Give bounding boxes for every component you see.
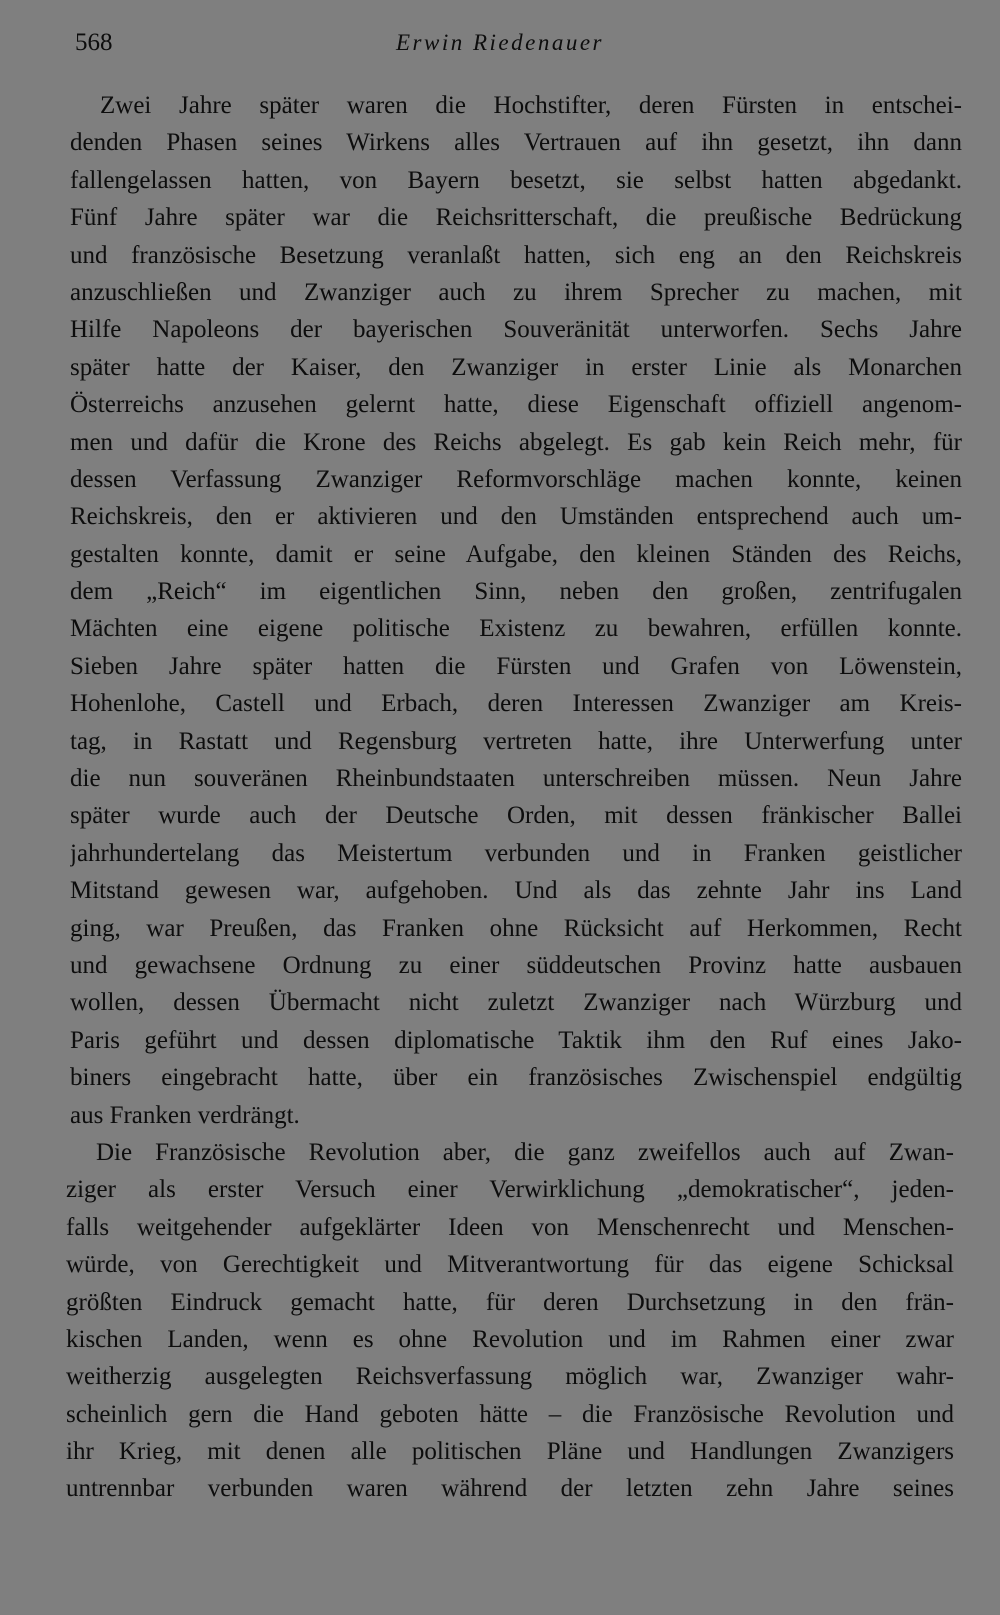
text-line: anzuschließen und Zwanziger auch zu ihrem Sprecher zu machen, mit — [70, 278, 962, 306]
text-line: dem „Reich“ im eigentlichen Sinn, neben den großen, zentrifugalen — [70, 578, 962, 606]
text-line: scheinlich gern die Hand geboten hätte – die Französische Revolution und — [66, 1400, 954, 1428]
text-line: tag, in Rastatt und Regensburg vertreten hatte, ihre Unterwerfung unter — [70, 727, 962, 755]
paragraph — [66, 1134, 954, 1508]
text-line: und gewachsene Ordnung zu einer süddeutschen Provinz hatte ausbauen — [70, 951, 962, 979]
text-line: denden Phasen seines Wirkens alles Vertrauen auf ihn gesetzt, ihn dann — [70, 129, 962, 157]
text-line: wollen, dessen Übermacht nicht zuletzt Zwanziger nach Würzburg und — [70, 989, 962, 1017]
text-line: ihr Krieg, mit denen alle politischen Pläne und Handlungen Zwanzigers — [66, 1438, 954, 1466]
text-line: jahrhundertelang das Meistertum verbunden und in Franken geistlicher — [70, 839, 962, 867]
text-line: würde, von Gerechtigkeit und Mitverantwortung für das eigene Schicksal — [66, 1251, 954, 1279]
text-line: Hohenlohe, Castell und Erbach, deren Interessen Zwanziger am Kreis- — [70, 690, 962, 718]
text-line: men und dafür die Krone des Reichs abgelegt. Es gab kein Reich mehr, für — [70, 428, 962, 456]
text-line: aus Franken verdrängt. — [70, 1101, 300, 1129]
text-line: später wurde auch der Deutsche Orden, mit dessen fränkischer Ballei — [70, 802, 962, 830]
text-line: weitherzig ausgelegten Reichsverfassung möglich war, Zwanziger wahr- — [66, 1363, 954, 1391]
text-line: Mächten eine eigene politische Existenz zu bewahren, erfüllen konnte. — [70, 615, 962, 643]
text-line: fallengelassen hatten, von Bayern besetzt, sie selbst hatten abgedankt. — [70, 166, 962, 194]
text-line: falls weitgehender aufgeklärter Ideen von Menschenrecht und Menschen- — [66, 1213, 954, 1241]
text-line: biners eingebracht hatte, über ein französisches Zwischenspiel endgültig — [70, 1064, 962, 1092]
text-line: größten Eindruck gemacht hatte, für deren Durchsetzung in den frän- — [66, 1288, 954, 1316]
text-line: Mitstand gewesen war, aufgehoben. Und als das zehnte Jahr ins Land — [70, 877, 962, 905]
text-line: die nun souveränen Rheinbundstaaten unterschreiben müssen. Neun Jahre — [70, 765, 962, 793]
text-line: Österreichs anzusehen gelernt hatte, diese Eigenschaft offiziell angenom- — [70, 391, 962, 419]
text-line: später hatte der Kaiser, den Zwanziger in erster Linie als Monarchen — [70, 353, 962, 381]
text-line: dessen Verfassung Zwanziger Reformvorschläge machen konnte, keinen — [70, 465, 962, 493]
text-line: untrennbar verbunden waren während der letzten zehn Jahre seines — [66, 1475, 954, 1503]
text-line: Fünf Jahre später war die Reichsritterschaft, die preußische Bedrückung — [70, 204, 962, 232]
paragraph — [70, 87, 962, 1134]
text-line: kischen Landen, wenn es ohne Revolution und im Rahmen einer zwar — [66, 1325, 954, 1353]
running-head: Erwin Riedenauer — [396, 30, 604, 55]
text-line: und französische Besetzung veranlaßt hatten, sich eng an den Reichskreis — [70, 241, 962, 269]
text-line: Die Französische Revolution aber, die ganz zweifellos auch auf Zwan- — [96, 1138, 954, 1166]
text-line: Paris geführt und dessen diplomatische Taktik ihm den Ruf eines Jako- — [70, 1026, 962, 1054]
text-line: ging, war Preußen, das Franken ohne Rücksicht auf Herkommen, Recht — [70, 914, 962, 942]
text-line: ziger als erster Versuch einer Verwirklichung „demokratischer“, jeden- — [66, 1176, 954, 1204]
text-line: Zwei Jahre später waren die Hochstifter, deren Fürsten in entschei- — [100, 92, 962, 119]
page-number: 568 — [75, 29, 113, 56]
text-line: gestalten konnte, damit er seine Aufgabe, den kleinen Ständen des Reichs, — [70, 540, 962, 568]
text-line: Sieben Jahre später hatten die Fürsten und Grafen von Löwenstein, — [70, 652, 962, 680]
body-text — [66, 87, 962, 1508]
text-line: Reichskreis, den er aktivieren und den Umständen entsprechend auch um- — [70, 503, 962, 531]
text-line: Hilfe Napoleons der bayerischen Souveränität unterworfen. Sechs Jahre — [70, 316, 962, 344]
